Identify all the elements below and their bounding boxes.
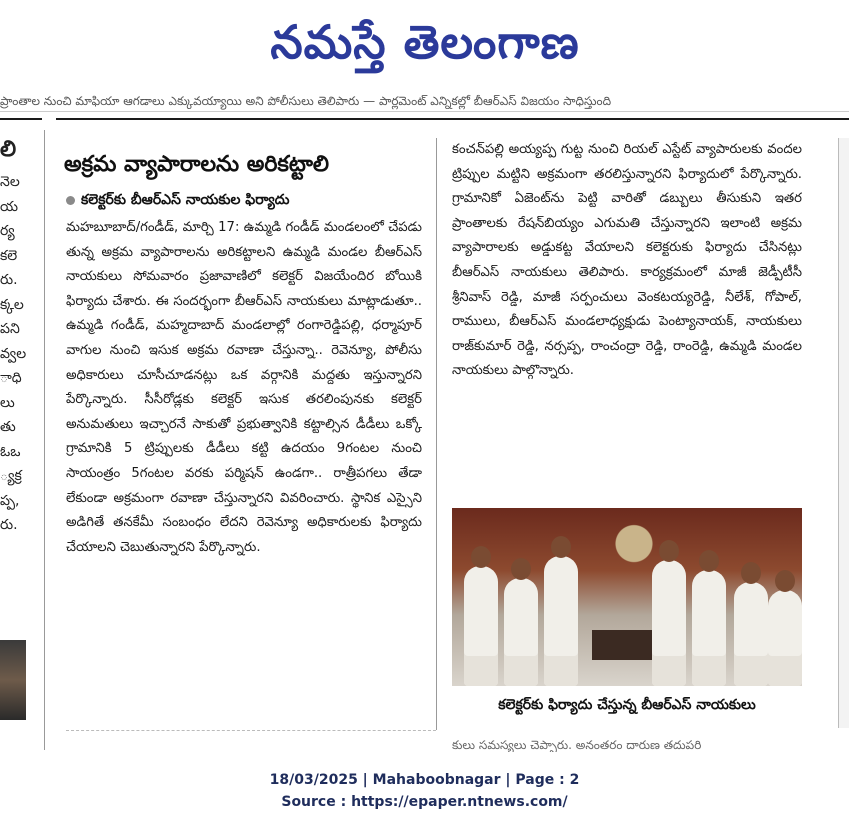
left-column-heading: లి [0,137,17,162]
article-photo [452,508,802,686]
masthead [0,0,849,90]
left-column-line: రు. [0,517,18,533]
photo-person-shape [734,582,768,686]
photo-person-head [775,570,795,592]
article-body-column-2 [452,138,802,500]
article-paragraph-1: మహబూబాద్/గండీడ్, మార్చి 17: ఉమ్మడి గండీడ్ మండలంలో చేపడు తున్న అక్రమ వ్యాపారాలను అరికట్టాలని ఉమ్మడి మండల బీఆర్ఎస్ నాయకులు సోమవారం ప్రజావాణిలో కలెక్టర్ విజయేందిర బోయికి ఫిర్యాదు చేశారు. ఈ సందర్భంగా బీఆర్ఎస్ నాయకులు మాట్లాడుతూ.. ఉమ్మడి గండీడ్, మహ్మదాబాద్ మండలాల్లో రంగారెడ్డిపల్లి, ధర్మాపూర్ వాగుల నుంచి ఇసుక అక్రమ రవాణా చేస్తున్నా.. రెవెన్యూ, పోలీసు అధికారులు చూసీచూడనట్లు ఒక వర్గానికి మద్దతు ఇస్తున్నారని పేర్కొన్నారు. సీసీరోడ్లకు కలెక్టర్ ఇసుక తరలింపునకు కలెక్టర్ అనుమతులు ఇచ్చారనే సాకుతో ప్రభుత్వానికి కట్టాల్సిన డీడీలు ఒక్కో గ్రామానికి 5 ట్రిప్పులకు డీడీలు కట్టి ఉదయం 9గంటల నుంచి సాయంత్రం 5గంటల వరకు పర్మిషన్ ఉండగా.. రాత్రీపగలు తేడా లేకుండా అక్రమంగా రవాణా చేస్తున్నారని వివరించారు. స్థానిక ఎస్సైని అడిగితే తనకేమీ సంబంధం లేదని రెవెన్యూ అధికారులకు ఫిర్యాదు చేయాలని చెబుతున్నారని పేర్కొన్నారు. [66,220,422,555]
bullet-icon [66,196,75,205]
photo-person-shape [692,570,726,686]
photo-person-head [551,536,571,558]
photo-person-head [471,546,491,568]
column-divider-middle [436,138,437,730]
left-column-line: ాధి [0,370,22,386]
left-column-line: కలె [0,247,18,264]
left-column-line: క్కల [0,296,24,313]
photo-person-head [511,558,531,580]
next-article-divider [66,730,436,751]
left-column-line: తు [0,419,16,435]
left-column-line: వ్వల [0,345,27,362]
next-article-text: కులు సమస్యలు చెప్పారు. అనంతరం దారుణ తదుపరి [452,738,702,752]
photo-person-head [699,550,719,572]
article-body-column-1 [66,216,422,728]
left-adjacent-photo [0,640,26,720]
top-ticker-strip: ప్రాంతాల నుంచి మాఫియా ఆగడాలు ఎక్కువయ్యాయి అని పోలీసులు తెలిపారు — పార్లమెంట్ ఎన్నికల్లో బీఆర్ఎస్ విజయం సాధిస్తుంది [0,90,849,112]
newspaper-logo-title: నమస్తే తెలంగాణ [270,15,580,69]
left-column-line: ర్య [0,223,15,239]
left-column-line: నెల [0,174,20,190]
photo-caption: కలెక్టర్‌కు ఫిర్యాదు చేస్తున్న బీఆర్ఎస్ నాయకులు [498,697,756,713]
left-column-line: ్యక్ర [0,468,22,484]
footer-edition-info: 18/03/2025 | Mahaboobnagar | Page : 2 [269,772,580,788]
left-column-line: రు. [0,272,18,288]
article-subhead-text: కలెక్టర్‌కు బీఆర్ఎస్ నాయకుల ఫిర్యాదు [81,192,290,208]
left-column-line: ఓఒ [0,443,21,460]
photo-person-shape [652,560,686,686]
photo-person-head [741,562,761,584]
photo-person-shape [504,578,538,686]
left-column-line: లు [0,394,15,411]
column-divider-left [44,130,45,750]
article-paragraph-2: కంచన్‌పల్లి అయ్యప్ప గుట్ట నుంచి రియల్ ఎస్టేట్ వ్యాపారులకు వందల ట్రిప్పుల మట్టిని అక్రమంగా తరలిస్తున్నారని ఫిర్యాదులో పేర్కొన్నారు. గ్రామానికో ఏజెంట్‌ను పెట్టి వారితో డబ్బులు తీసుకుని ఇతర ప్రాంతాలకు రేషన్‌బియ్యం ఎగుమతి చేస్తున్నారని ఇలాంటి అక్రమ వ్యాపారాలకు అడ్డుకట్ట వేయాలని కలెక్టరుకు ఫిర్యాదు చేసినట్లు బీఆర్ఎస్ నాయకులు తెలిపారు. కార్యక్రమంలో మాజీ జెడ్పీటీసీ శ్రీనివాస్ రెడ్డి, మాజీ సర్పంచులు వెంకటయ్యరెడ్డి, నీలేశ్, గోపాల్, రాములు, బీఆర్ఎస్ మండలాధ్యక్షుడు పెంట్యానాయక్, నాయకులు రాజ్‌కుమార్ రెడ్డి, నర్సప్ప, రాంచంద్రా రెడ్డి, రాంరెడ్డి, ఉమ్మడి మండల నాయకులు పాల్గొన్నారు. [452,142,802,379]
left-column-line: య [0,198,19,215]
photo-person-shape [464,566,498,686]
page-rule-left [0,118,42,120]
photo-person-head [659,540,679,562]
article-headline: అక్రమ వ్యాపారాలను అరికట్టాలి [64,151,330,177]
right-adjacent-column [838,138,849,728]
left-column-line: ప్ప, [0,492,20,509]
article-subhead [66,188,426,212]
photo-person-shape [768,590,802,686]
page-rule-main [56,118,849,120]
photo-person-shape [544,556,578,686]
left-column-line: పని [0,321,20,337]
footer-source-link[interactable]: Source : https://epaper.ntnews.com/ [281,794,568,810]
